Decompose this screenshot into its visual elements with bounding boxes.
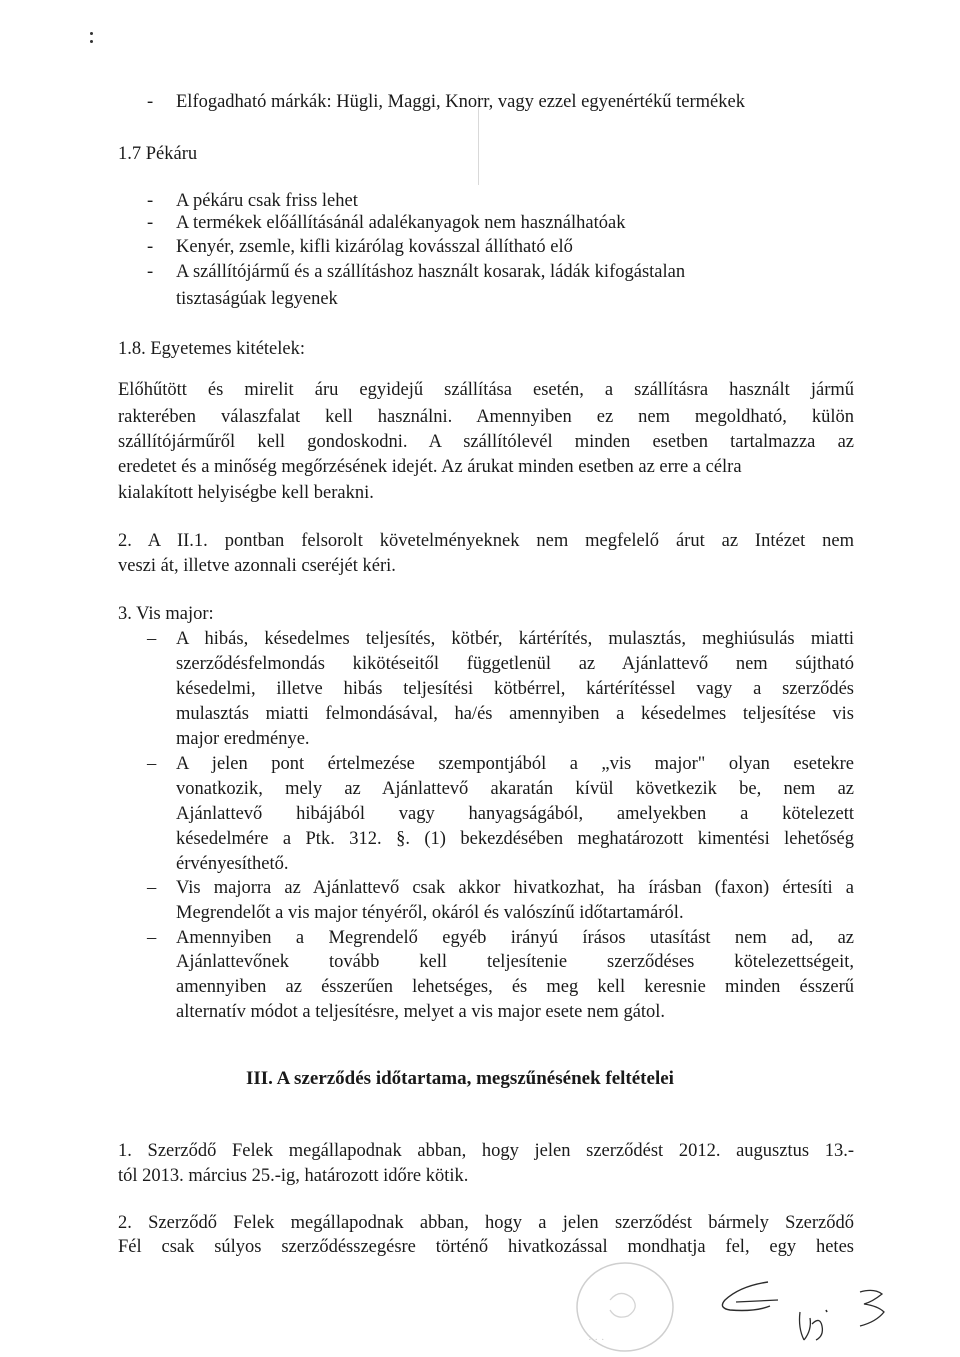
list-dash: - <box>147 191 154 211</box>
list-dash: - <box>147 213 154 233</box>
scan-speck <box>90 40 93 43</box>
scan-speck <box>90 32 93 35</box>
list-item-line: érvényesíthető. <box>176 854 289 874</box>
list-item: A szállítójármű és a szállításhoz használt kosarak, ládák kifogástalan <box>176 262 686 282</box>
section-heading-3: 3. Vis major: <box>118 604 214 624</box>
list-item: Kenyér, zsemle, kifli kizárólag kovásszal állítható elő <box>176 237 573 257</box>
list-item: A termékek előállításánál adalékanyagok nem használhatóak <box>176 213 626 233</box>
brands-line: Elfogadható márkák: Hügli, Maggi, Knorr, vagy ezzel egyenértékű termékek <box>176 92 745 112</box>
list-item-line: major eredménye. <box>176 729 310 749</box>
chapter-title: III. A szerződés időtartama, megszűnésének feltételei <box>246 1068 674 1089</box>
list-item-line: vonatkozik, mely az Ajánlattevő akaratán kívül következik be, nem az <box>176 779 854 799</box>
section-heading-1-8: 1.8. Egyetemes kitételek: <box>118 339 305 359</box>
list-item-line: késedelmére a Ptk. 312. §. (1) bekezdésében meghatározott kimentési lehetőség <box>176 829 854 849</box>
list-item-line: A jelen pont értelmezése szempontjából a „vis major" olyan esetekre <box>176 754 854 774</box>
list-dash: – <box>147 629 157 649</box>
list-dash: - <box>147 92 154 112</box>
paragraph-line: Fél csak súlyos szerződésszegésre történő hivatkozással mondhatja fel, egy hetes <box>118 1237 854 1257</box>
faint-stamp <box>570 1255 680 1355</box>
paragraph-line: tól 2013. március 25.-ig, határozott időre kötik. <box>118 1166 469 1186</box>
list-item-line: Ajánlattevőnek tovább kell teljesítenie szerződéses kötelezettségeit, <box>176 952 854 972</box>
paragraph-line: szállítójárműről kell gondoskodni. A szállítólevél minden esetben tartalmazza az <box>118 432 854 452</box>
list-item: A pékáru csak friss lehet <box>176 191 358 211</box>
list-item-line: Amennyiben a Megrendelő egyéb irányú írásos utasítást nem ad, az <box>176 928 854 948</box>
list-item-line: Vis majorra az Ajánlattevő csak akkor hivatkozhat, ha írásban (faxon) értesíti a <box>176 878 854 898</box>
section-heading-1-7: 1.7 Pékáru <box>118 144 198 164</box>
paragraph-line: eredetet és a minőség megőrzésének idejét. Az árukat minden esetben az erre a célra <box>118 457 742 477</box>
paragraph-line: kialakított helyiségbe kell berakni. <box>118 483 374 503</box>
svg-text:· · ·: · · · <box>588 1334 605 1346</box>
list-item-continuation: tisztaságúak legyenek <box>176 289 338 309</box>
paragraph-line: 2. Szerződő Felek megállapodnak abban, hogy a jelen szerződést bármely Szerződő <box>118 1213 854 1233</box>
list-dash: – <box>147 754 157 774</box>
paragraph-line: 1. Szerződő Felek megállapodnak abban, hogy jelen szerződést 2012. augusztus 13.- <box>118 1141 854 1161</box>
list-item-line: szerződésfelmondás kikötéseitől függetlenül az Ajánlattevő nem sújtható <box>176 654 854 674</box>
list-item-line: alternatív módot a teljesítésre, melyet a vis major esete nem gátol. <box>176 1002 666 1022</box>
list-item-line: amennyiben az ésszerűen lehetséges, és meg kell keresnie minden ésszerű <box>176 977 854 997</box>
list-item-line: A hibás, késedelmes teljesítés, kötbér, kártérítés, mulasztás, meghiúsulás miatti <box>176 629 854 649</box>
signature-initials <box>700 1270 910 1355</box>
paragraph-line: veszi át, illetve azonnali cseréjét kéri. <box>118 556 396 576</box>
list-item-line: Ajánlattevő hibájából vagy hanyagságából, amelyekben a kötelezett <box>176 804 854 824</box>
list-dash: – <box>147 928 157 948</box>
list-item-line: késedelmi, illetve hibás teljesítési kötbérrel, kártérítéssel vagy a szerződés <box>176 679 854 699</box>
list-dash: - <box>147 262 154 282</box>
list-dash: - <box>147 237 154 257</box>
list-dash: – <box>147 878 157 898</box>
list-item-line: Megrendelőt a vis major tényéről, okáról és valószínű időtartamáról. <box>176 903 684 923</box>
list-item-line: mulasztás miatti felmondásával, ha/és amennyiben a késedelmes teljesítése vis <box>176 704 854 724</box>
paragraph-line: Előhűtött és mirelit áru egyidejű szállítása esetén, a szállításra használt jármű <box>118 380 854 400</box>
paragraph-line: rakterében válaszfalat kell használni. Amennyiben ez nem megoldható, külön <box>118 407 854 427</box>
paragraph-line: 2. A II.1. pontban felsorolt követelményeknek nem megfelelő árut az Intézet nem <box>118 531 854 551</box>
